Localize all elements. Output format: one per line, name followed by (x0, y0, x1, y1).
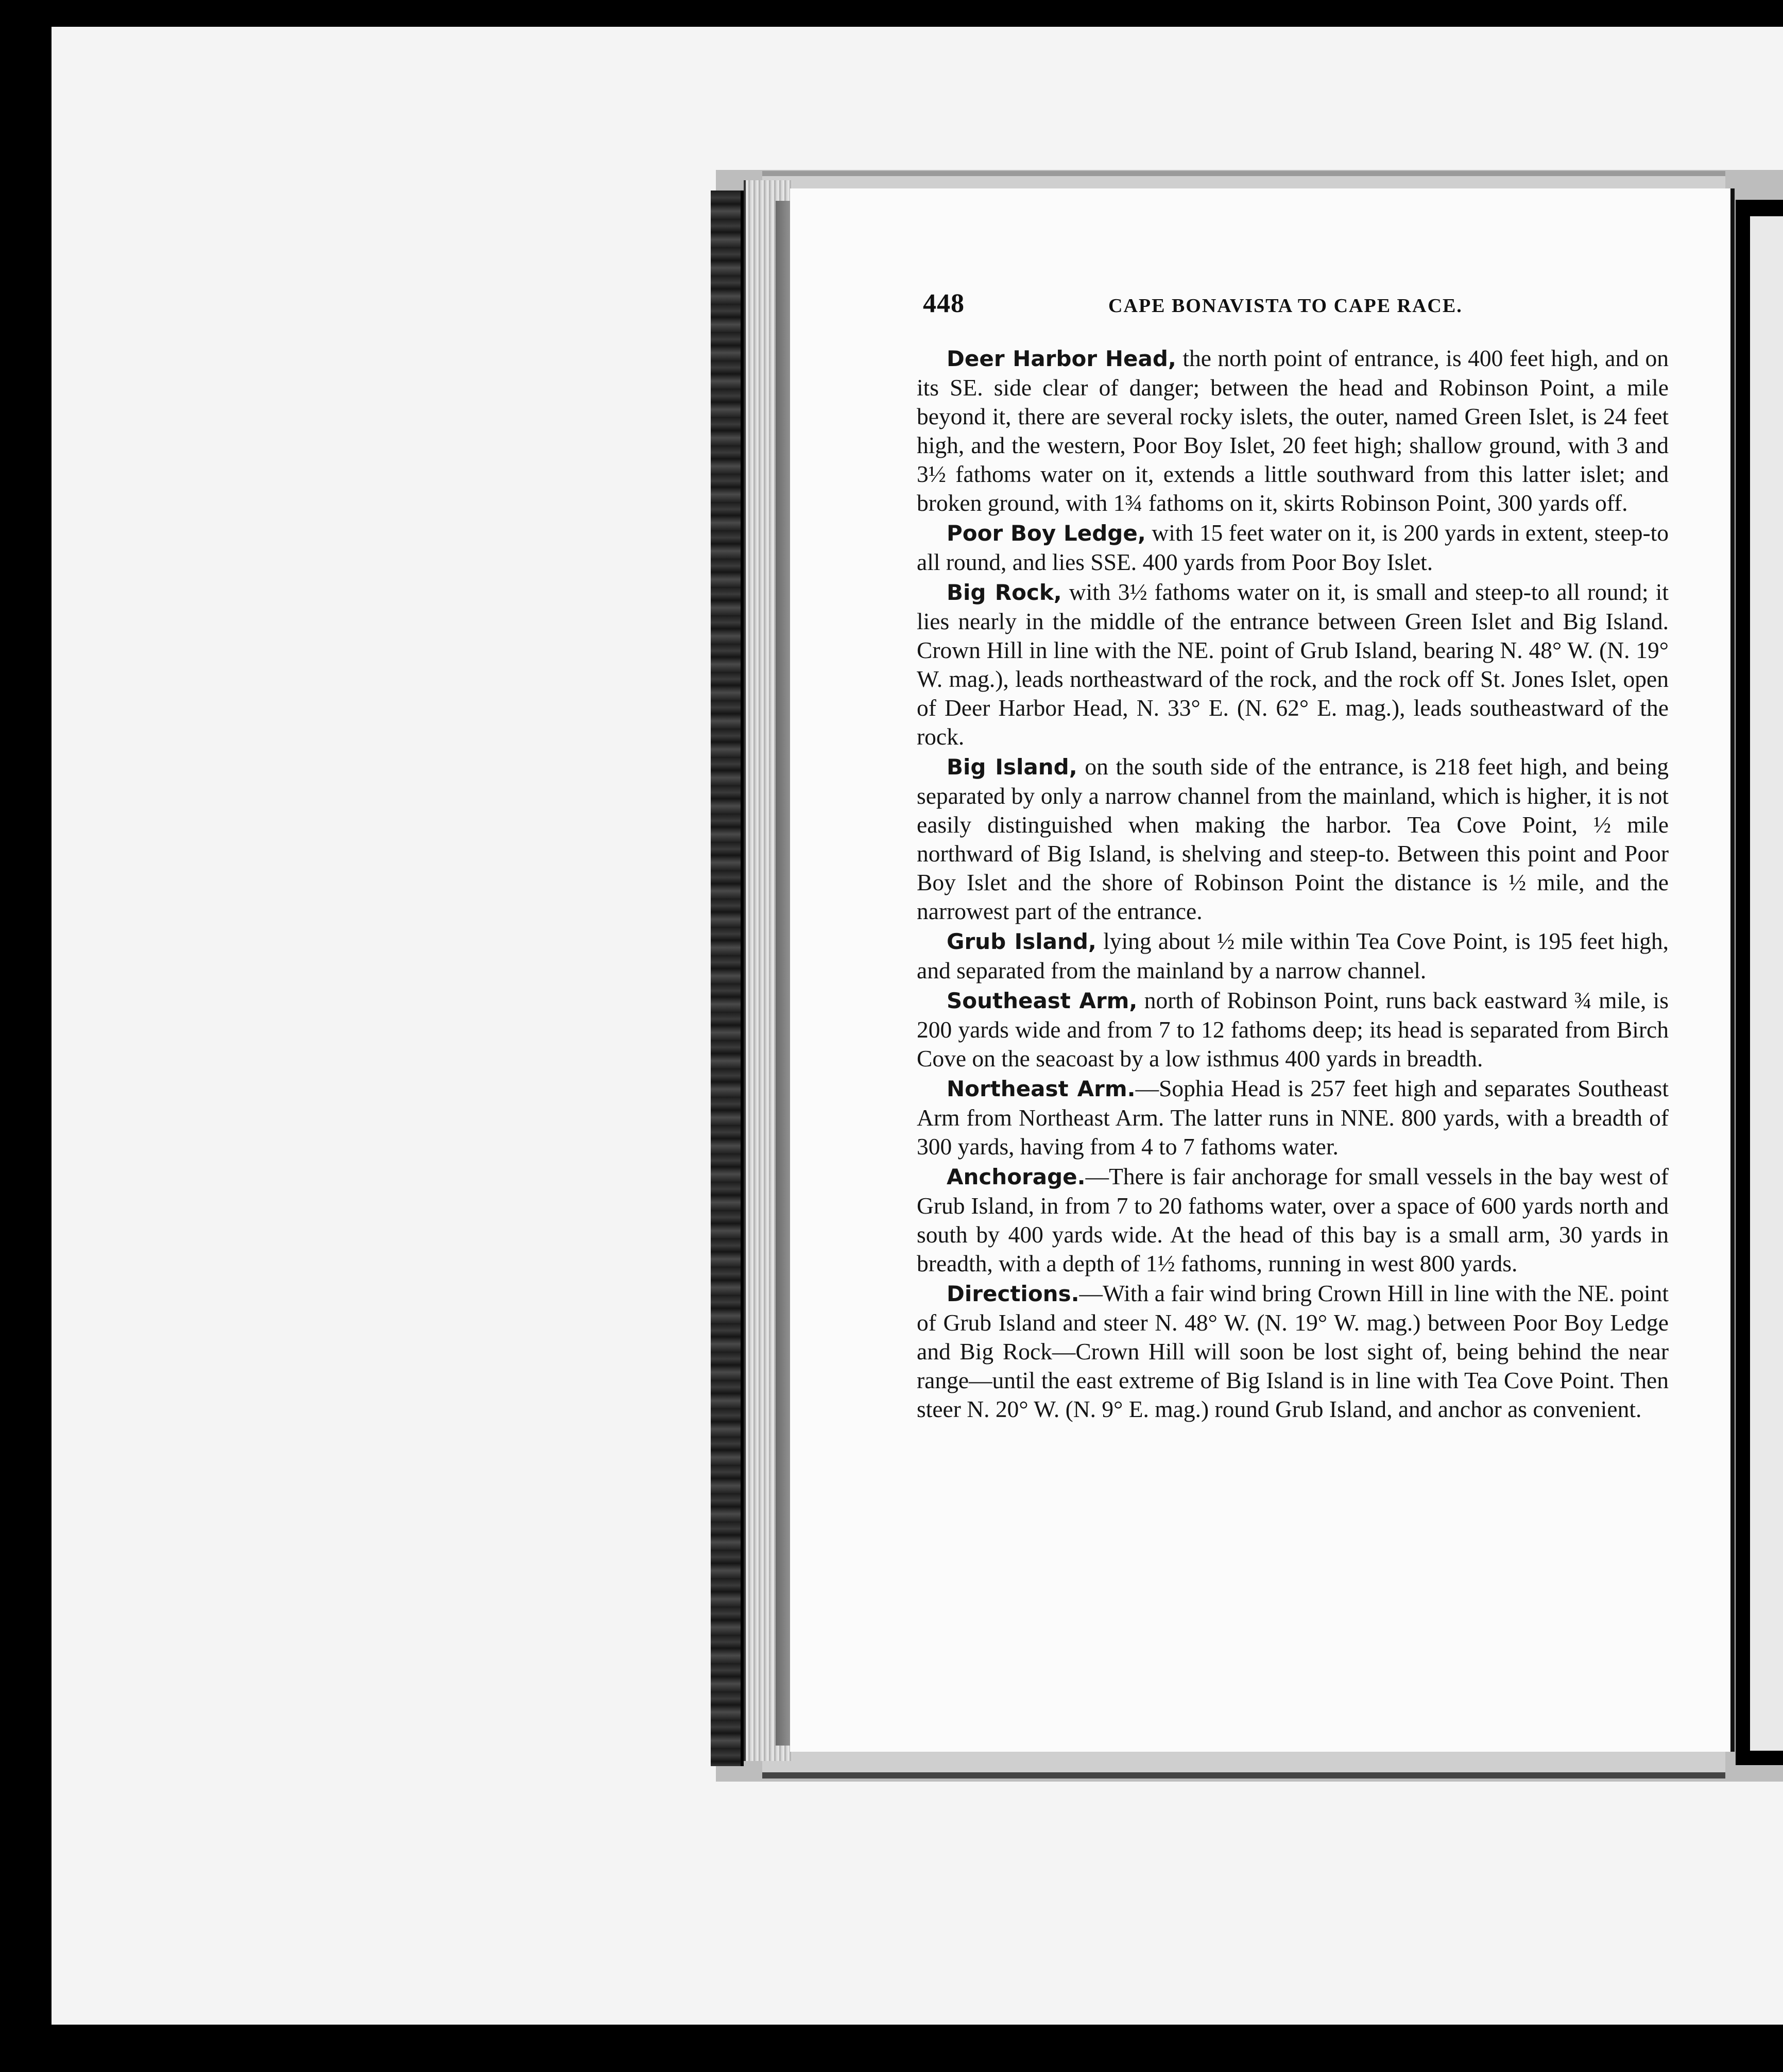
paragraph-text: on the south side of the entrance, is 218 feet high, and being separated by only a narrow channel from the mainland, which is higher, it is not easily distinguished when making the harbor. Tea Cove Point, ½ mile northward of Big Island, is shelving and steep-to. Between this point and Poor Boy Islet and the shore of Robinson Point the distance is ½ mile, and the narrowest part of the entrance. (917, 753, 1669, 924)
paragraph-heading: Grub Island, (947, 929, 1096, 954)
scan-bottom-border (0, 2025, 1783, 2072)
paragraph-heading: Deer Harbor Head, (947, 346, 1176, 371)
page-body (917, 344, 1669, 1425)
scan-left-border (0, 0, 52, 2072)
paragraph-big-rock (917, 578, 1669, 751)
paragraph-text: —With a fair wind bring Crown Hill in line with the NE. point of Grub Island and steer N. 48° W. (N. 19° W. mag.) between Poor Boy Ledge and Big Rock—Crown Hill will soon be lost sight of, being behind the near range—until the east extreme of Big Island is in line with Tea Cove Point. Then steer N. 20° W. (N. 9° E. mag.) round Grub Island, and anchor as convenient. (917, 1280, 1669, 1422)
paragraph-heading: Directions. (947, 1281, 1079, 1306)
paragraph-deer-harbor-head (917, 344, 1669, 517)
paragraph-anchorage (917, 1162, 1669, 1278)
book-spine (711, 191, 744, 1766)
paragraph-heading: Poor Boy Ledge, (947, 521, 1146, 546)
paragraph-text: north of Robinson Point, runs back eastward ¾ mile, is 200 yards wide and from 7 to 12 fathoms deep; its head is separated from Birch Cove on the seacoast by a low isthmus 400 yards in breadth. (917, 987, 1669, 1072)
paragraph-southeast-arm (917, 986, 1669, 1073)
paragraph-heading: Big Rock, (947, 580, 1062, 605)
paragraph-text: with 15 feet water on it, is 200 yards in extent, steep-to all round, and lies SSE. 400 yards from Poor Boy Islet. (917, 520, 1669, 575)
paragraph-poor-boy-ledge (917, 519, 1669, 577)
paragraph-text: lying about ½ mile within Tea Cove Point, is 195 feet high, and separated from the mainland by a narrow channel. (917, 928, 1669, 983)
paragraph-heading: Big Island, (947, 754, 1077, 780)
paragraph-northeast-arm (917, 1074, 1669, 1161)
paragraph-heading: Anchorage. (947, 1164, 1086, 1189)
paragraph-heading: Northeast Arm. (947, 1076, 1136, 1101)
paragraph-text: the north point of entrance, is 400 feet high, and on its SE. side clear of danger; between the head and Robinson Point, a mile beyond it, there are several rocky islets, the outer, named Green Islet, is 24 feet high, and the western, Poor Boy Islet, 20 feet high; shallow ground, with 3 and 3½ fathoms water on it, extends a little southward from this latter islet; and broken ground, with 1¾ fathoms on it, skirts Robinson Point, 300 yards off. (917, 345, 1669, 516)
paragraph-text: —Sophia Head is 257 feet high and separates Southeast Arm from Northeast Arm. The latter runs in NNE. 800 yards, with a breadth of 300 yards, having from 4 to 7 fathoms water. (917, 1075, 1669, 1160)
paragraph-grub-island (917, 927, 1669, 985)
running-head: CAPE BONAVISTA TO CAPE RACE. (1108, 295, 1463, 317)
paragraph-directions (917, 1279, 1669, 1424)
page-number: 448 (923, 289, 965, 318)
paragraph-text: —There is fair anchorage for small vessels in the bay west of Grub Island, in from 7 to 20 fathoms water, over a space of 600 yards north and south by 400 yards wide. At the head of this bay is a small arm, 30 yards in breadth, with a depth of 1½ fathoms, running in west 800 yards. (917, 1163, 1669, 1276)
page-header (923, 288, 1670, 330)
paragraph-heading: Southeast Arm, (947, 988, 1138, 1013)
facing-page-sliver (1750, 216, 1783, 1751)
paragraph-text: with 3½ fathoms water on it, is small and steep-to all round; it lies nearly in the middle of the entrance between Green Islet and Big Island. Crown Hill in line with the NE. point of Grub Island, bearing N. 48° W. (N. 19° W. mag.), leads northeastward of the rock, and the rock off St. Jones Islet, open of Deer Harbor Head, N. 33° E. (N. 62° E. mag.), leads southeastward of the rock. (917, 579, 1669, 750)
paragraph-big-island (917, 752, 1669, 926)
